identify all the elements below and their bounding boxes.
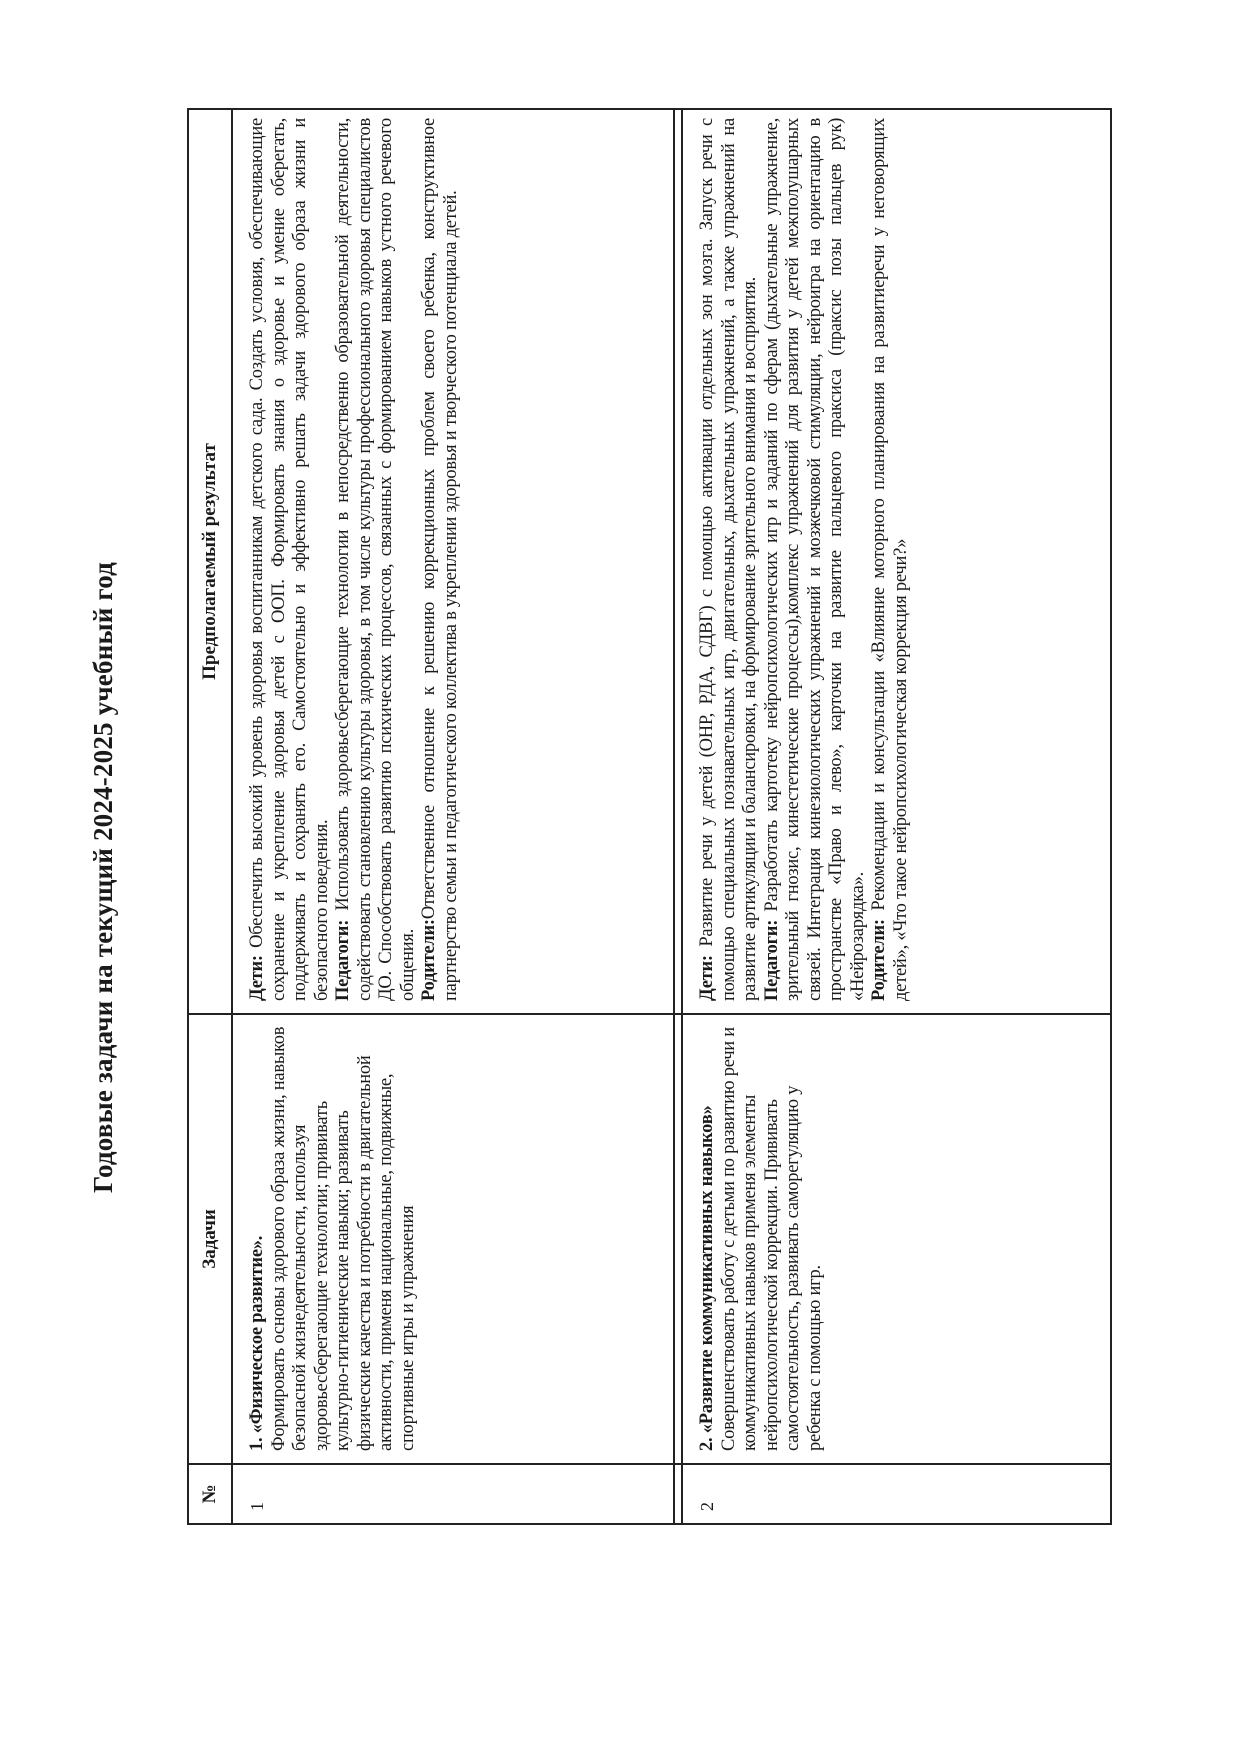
- table-header-row: [188, 109, 232, 1524]
- result-paragraph: [762, 118, 870, 1001]
- result-cell: [682, 109, 1111, 1014]
- task-title: 1. «Физическое развитие».: [247, 1235, 267, 1451]
- result-text: Ответственное отношение к решению коррекционных проблем своего ребенка, конструктивное партнерство семьи и педагогического коллектива в укреплении здоровья и творческого потенциала детей.: [419, 118, 461, 1001]
- table-row: [682, 109, 1111, 1524]
- page-title: Годовые задачи на текущий 2024-2025 учебный год: [88, 561, 118, 1194]
- result-text: Разработать картотеку нейропсихологических игр и заданий по сферам (дыхательные упражнение, зрительный гнозис, кинестетические процессы),комплекс упражнений для развития у детей межполушарных связей. Интеграция кинезиологических упражнений и мозжечковой стимуляции, нейроигра на ориентацию в пространстве «Право и лево», карточки на развитие пальцевого праксиса (праксис позы пальцев рук) «Нейрозарядка».: [761, 118, 868, 1001]
- tasks-table: [187, 108, 1112, 1525]
- result-label: Дети:: [247, 955, 267, 1001]
- row-number: 2: [682, 1464, 1111, 1524]
- separator-cell: [674, 1014, 682, 1464]
- result-paragraph: [869, 118, 912, 1001]
- task-cell: [682, 1014, 1111, 1464]
- result-label: Родители:: [419, 919, 439, 1001]
- result-label: Педагоги:: [333, 919, 353, 1001]
- result-cell: [232, 109, 674, 1014]
- row-number: 1: [232, 1464, 674, 1524]
- task-title: 2. «Развитие коммуникативных навыков»: [697, 1105, 717, 1451]
- header-result: Предполагаемый результат: [188, 109, 232, 1014]
- result-label: Педагоги:: [761, 919, 782, 1001]
- result-paragraph: [247, 118, 333, 1001]
- separator-cell: [674, 109, 682, 1014]
- separator-cell: [674, 1464, 682, 1524]
- result-text: Развитие речи у детей (ОНР, РДА, СДВГ) с помощью активации отдельных зон мозга. Запуск речи с помощью специальных познавательных игр, двигательных, дыхательных упражнений, а также упражнений на развитие артикуляции и балансировки, на формирование зрительного внимания и восприятия.: [697, 118, 760, 1001]
- task-text: Формировать основы здорового образа жизни, навыков безопасной жизнедеятельности, используя здоровьесберегающие технологии; прививать культурно-гигиенические навыки; развивать физические качества и потребности в двигательной активности, применя национальные, подвижные, спортивные игры и упражнения: [268, 1026, 418, 1451]
- result-text: Обеспечить высокий уровень здоровья воспитанникам детского сада. Создать условия, обеспечивающие сохранение и укрепление здоровья детей с ООП. Формировать знания о здоровье и умение оберегать, поддерживать и сохранять его. Самостоятельно и эффективно решать задачи здорового образа жизни и безопасного поведения.: [247, 118, 332, 1001]
- header-tasks: Задачи: [188, 1014, 232, 1464]
- header-number: №: [188, 1464, 232, 1524]
- task-text: Совершенствовать работу с детьми по развитию речи и коммуникативных навыков применя элементы нейропсихологической коррекции. Прививать самостоятельность, развивать саморегуляцию у ребенка с помощью игр.: [718, 1027, 825, 1451]
- result-label: Родители:: [869, 919, 889, 1001]
- result-paragraph: [333, 118, 419, 1001]
- row-separator: [674, 109, 682, 1524]
- result-text: Рекомендации и консультации «Влияние моторного планирования на развитиеречи у неговорящих детей», «Что такое нейропсихологическая коррекция речи?»: [869, 118, 911, 1001]
- task-cell: [232, 1014, 674, 1464]
- result-text: Использовать здоровьесберегающие технологии в непосредственно образовательной деятельности, содействовать становлению культуры здоровья, в том числе культуры профессионального здоровья специалистов ДО. Способствовать развитию психических процессов, связанных с формированием навыков устного речевого общения.: [333, 118, 418, 1001]
- table-row: [232, 109, 674, 1524]
- result-paragraph: [419, 118, 462, 1001]
- result-paragraph: [697, 118, 762, 1001]
- result-label: Дети:: [697, 955, 717, 1001]
